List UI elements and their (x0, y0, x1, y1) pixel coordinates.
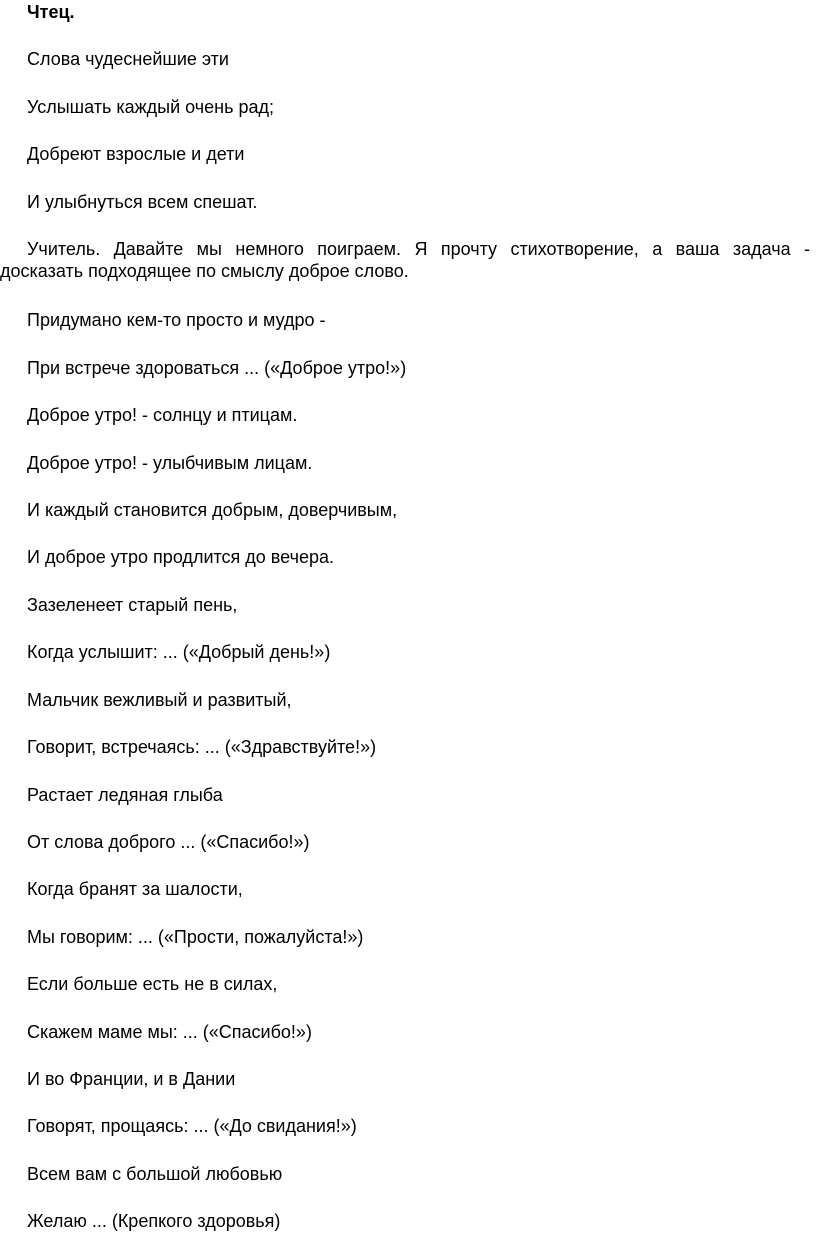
poem-line: Если больше есть не в силах, (27, 974, 278, 994)
poem-line: Говорят, прощаясь: ... («До свидания!») (27, 1116, 357, 1136)
poem-line: Когда бранят за шалости, (27, 879, 243, 899)
poem-line: Доброе утро! - улыбчивым лицам. (27, 453, 313, 473)
teacher-paragraph (0, 238, 810, 282)
poem-line: И каждый становится добрым, доверчивым, (27, 500, 398, 520)
stanza-line: Услышать каждый очень рад; (27, 97, 275, 117)
poem-line: Когда услышит: ... («Добрый день!») (27, 642, 331, 662)
poem-line: И доброе утро продлится до вечера. (27, 547, 334, 567)
poem-line: Растает ледяная глыба (27, 785, 223, 805)
teacher-paragraph-line: досказать подходящее по смыслу доброе слово. (0, 261, 409, 281)
poem-line: Скажем маме мы: ... («Спасибо!») (27, 1022, 312, 1042)
poem-line: При встрече здороваться ... («Доброе утро!») (27, 358, 407, 378)
poem-line: Мальчик вежливый и развитый, (27, 690, 292, 710)
poem-line: Всем вам с большой любовью (27, 1164, 283, 1184)
teacher-paragraph-line: Учитель. Давайте мы немного поиграем. Я прочту стихотворение, а ваша задача - (27, 239, 810, 259)
poem-line: Зазеленеет старый пень, (27, 595, 238, 615)
poem-line: И во Франции, и в Дании (27, 1069, 236, 1089)
poem-line: Мы говорим: ... («Прости, пожалуйста!») (27, 927, 364, 947)
poem-line: Доброе утро! - солнцу и птицам. (27, 405, 298, 425)
poem-line: Желаю ... (Крепкого здоровья) (27, 1211, 281, 1231)
stanza-line: И улыбнуться всем спешат. (27, 192, 258, 212)
stanza-line: Добреют взрослые и дети (27, 144, 245, 164)
poem-line: Придумано кем-то просто и мудро - (27, 310, 326, 330)
stanza-line: Слова чудеснейшие эти (27, 49, 229, 69)
speaker-heading: Чтец. (27, 2, 75, 22)
poem-line: От слова доброго ... («Спасибо!») (27, 832, 310, 852)
poem-line: Говорит, встречаясь: ... («Здравствуйте!») (27, 737, 377, 757)
